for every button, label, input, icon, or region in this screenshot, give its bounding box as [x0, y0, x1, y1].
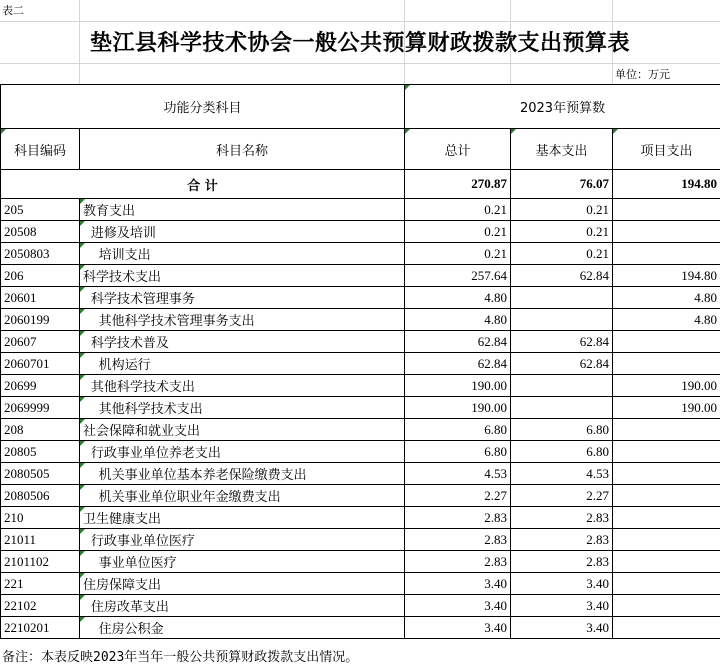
cell-total[interactable] [405, 265, 511, 287]
cell-name[interactable] [80, 617, 405, 639]
cell-basic[interactable] [511, 617, 613, 639]
cell-total[interactable] [405, 551, 511, 573]
cell-note-marker [80, 617, 85, 622]
header-func-class[interactable]: 功能分类科目 [1, 85, 405, 129]
cell-code-text: 2210201 [4, 619, 50, 635]
cell-name[interactable] [80, 287, 405, 309]
cell-name-text: 住房改革支出 [83, 600, 169, 615]
cell-name[interactable] [80, 331, 405, 353]
header-basic-label: 基本支出 [535, 143, 588, 159]
cell-project[interactable] [613, 287, 720, 309]
cell-project[interactable] [613, 485, 720, 507]
header-row-1 [1, 85, 720, 129]
cell-project-text: 4.80 [694, 289, 718, 305]
cell-code[interactable] [1, 397, 80, 419]
cell-name[interactable] [80, 419, 405, 441]
cell-project[interactable] [613, 441, 720, 463]
cell-code[interactable] [1, 221, 80, 243]
cell-code[interactable] [1, 463, 80, 485]
cell-code[interactable] [1, 485, 80, 507]
cell-total[interactable] [405, 397, 511, 419]
cell-total-text: 257.64 [471, 267, 508, 283]
cell-total[interactable] [405, 529, 511, 551]
cell-name-text: 其他科学技术管理事务支出 [83, 314, 255, 329]
header-row-2 [1, 129, 720, 170]
cell-code-text: 208 [4, 421, 24, 437]
table-row [1, 617, 720, 639]
header-year-budget-label: 2023年预算数 [519, 101, 606, 116]
cell-project-text: 4.80 [694, 311, 718, 327]
table-row [1, 419, 720, 441]
header-year-budget[interactable] [405, 85, 720, 129]
cell-note-marker [80, 595, 85, 600]
cell-basic-text: 62.84 [579, 333, 610, 349]
cell-code[interactable] [1, 265, 80, 287]
table-label: 表二 [2, 4, 24, 17]
cell-basic-text: 62.84 [579, 355, 610, 371]
cell-code-text: 20699 [4, 377, 37, 393]
header-code-label: 科目编码 [13, 143, 66, 159]
cell-total[interactable] [405, 331, 511, 353]
cell-basic[interactable] [511, 243, 613, 265]
cell-basic-text: 3.40 [586, 619, 610, 635]
cell-name-text: 培训支出 [83, 248, 151, 263]
cell-total-text: 0.21 [484, 223, 508, 239]
cell-name[interactable] [80, 375, 405, 397]
cell-code-text: 2060701 [4, 355, 50, 371]
cell-total[interactable] [405, 221, 511, 243]
cell-code-text: 2060199 [4, 311, 50, 327]
cell-total[interactable] [405, 309, 511, 331]
cell-name[interactable] [80, 507, 405, 529]
cell-total-text: 4.80 [484, 289, 508, 305]
cell-basic[interactable] [511, 595, 613, 617]
cell-basic-text: 6.80 [586, 443, 610, 459]
cell-code[interactable] [1, 617, 80, 639]
table-row [1, 199, 720, 221]
table-row [1, 353, 720, 375]
cell-total[interactable] [405, 463, 511, 485]
cell-total[interactable] [405, 243, 511, 265]
cell-total-text: 2.83 [484, 509, 508, 525]
cell-basic[interactable] [511, 353, 613, 375]
cell-total[interactable] [405, 419, 511, 441]
cell-code-text: 221 [4, 575, 24, 591]
cell-basic-text: 0.21 [586, 223, 610, 239]
cell-basic-text: 6.80 [586, 421, 610, 437]
cell-code-text: 2080506 [4, 487, 50, 503]
cell-total-text: 3.40 [484, 575, 508, 591]
cell-name[interactable] [80, 309, 405, 331]
cell-code-text: 22102 [4, 597, 37, 613]
cell-note-marker [80, 507, 85, 512]
cell-name-text: 事业单位医疗 [83, 556, 177, 571]
cell-total-text: 4.80 [484, 311, 508, 327]
cell-project[interactable] [613, 617, 720, 639]
table-row [1, 309, 720, 331]
cell-project[interactable] [613, 265, 720, 287]
table-row [1, 243, 720, 265]
cell-total-text: 62.84 [477, 333, 508, 349]
cell-code-text: 2080505 [4, 465, 50, 481]
cell-project[interactable] [613, 507, 720, 529]
cell-name-text: 其他科学技术支出 [83, 380, 195, 395]
cell-basic[interactable] [511, 397, 613, 419]
total-sum[interactable]: 270.87 [405, 170, 511, 199]
cell-basic-text: 3.40 [586, 575, 610, 591]
cell-code[interactable] [1, 331, 80, 353]
cell-code[interactable] [1, 507, 80, 529]
cell-basic[interactable] [511, 551, 613, 573]
cell-note-marker [80, 375, 85, 380]
cell-name[interactable] [80, 595, 405, 617]
cell-project[interactable] [613, 199, 720, 221]
cell-code-text: 21011 [4, 531, 37, 547]
cell-code[interactable] [1, 309, 80, 331]
cell-project[interactable] [613, 529, 720, 551]
cell-project[interactable] [613, 397, 720, 419]
cell-name[interactable] [80, 199, 405, 221]
unit-label: 单位：万元 [615, 68, 670, 81]
cell-name[interactable] [80, 243, 405, 265]
budget-table [0, 84, 720, 639]
cell-total[interactable] [405, 287, 511, 309]
cell-note-marker [80, 463, 85, 468]
cell-code[interactable] [1, 375, 80, 397]
cell-code[interactable] [1, 243, 80, 265]
cell-note-marker [80, 485, 85, 490]
header-project[interactable] [613, 129, 720, 170]
cell-name-text: 住房保障支出 [83, 578, 162, 593]
table-row [1, 287, 720, 309]
cell-code-text: 20508 [4, 223, 37, 239]
cell-code-text: 210 [4, 509, 24, 525]
cell-project[interactable] [613, 331, 720, 353]
cell-total[interactable] [405, 199, 511, 221]
cell-code[interactable] [1, 441, 80, 463]
cell-project-text: 194.80 [681, 267, 718, 283]
table-row [1, 331, 720, 353]
cell-total-text: 3.40 [484, 597, 508, 613]
cell-project[interactable] [613, 595, 720, 617]
cell-code[interactable] [1, 353, 80, 375]
cell-code[interactable] [1, 199, 80, 221]
cell-name[interactable] [80, 463, 405, 485]
total-project[interactable]: 194.80 [613, 170, 720, 199]
cell-project[interactable] [613, 463, 720, 485]
cell-name-text: 卫生健康支出 [83, 512, 162, 527]
cell-note-marker [80, 221, 85, 226]
cell-total[interactable] [405, 617, 511, 639]
cell-total[interactable] [405, 353, 511, 375]
cell-basic[interactable] [511, 463, 613, 485]
cell-project[interactable] [613, 243, 720, 265]
cell-total[interactable] [405, 485, 511, 507]
cell-total-text: 0.21 [484, 201, 508, 217]
page-title: 垫江县科学技术协会一般公共预算财政拨款支出预算表 [89, 31, 630, 56]
cell-note-marker [80, 551, 85, 556]
cell-total-text: 2.27 [484, 487, 508, 503]
cell-note-marker [80, 353, 85, 358]
total-row [1, 170, 720, 199]
cell-code[interactable] [1, 595, 80, 617]
table-row [1, 529, 720, 551]
cell-project-text: 190.00 [681, 399, 718, 415]
header-name[interactable]: 科目名称 [80, 129, 405, 170]
table-row [1, 265, 720, 287]
cell-basic[interactable] [511, 199, 613, 221]
cell-basic-text: 2.27 [586, 487, 610, 503]
total-basic[interactable]: 76.07 [511, 170, 613, 199]
cell-total[interactable] [405, 595, 511, 617]
cell-name[interactable] [80, 551, 405, 573]
cell-total-text: 190.00 [471, 399, 508, 415]
cell-total-text: 6.80 [484, 443, 508, 459]
cell-note-marker [80, 243, 85, 248]
cell-name-text: 机关事业单位职业年金缴费支出 [83, 490, 281, 505]
cell-note-marker [80, 419, 85, 424]
cell-total-text: 3.40 [484, 619, 508, 635]
cell-project[interactable] [613, 551, 720, 573]
cell-total-text: 190.00 [471, 377, 508, 393]
cell-name[interactable] [80, 573, 405, 595]
cell-code-text: 20805 [4, 443, 37, 459]
cell-total[interactable] [405, 441, 511, 463]
cell-note-marker [80, 265, 85, 270]
cell-total[interactable] [405, 375, 511, 397]
cell-name-text: 科学技术普及 [83, 336, 169, 351]
header-total-label: 总计 [444, 143, 471, 159]
table-row [1, 507, 720, 529]
cell-name-text: 教育支出 [83, 204, 136, 219]
cell-basic-text: 0.21 [586, 201, 610, 217]
cell-project[interactable] [613, 419, 720, 441]
cell-basic[interactable] [511, 375, 613, 397]
cell-basic[interactable] [511, 507, 613, 529]
cell-total-text: 2.83 [484, 531, 508, 547]
cell-note-marker [80, 331, 85, 336]
header-project-label: 项目支出 [640, 143, 693, 159]
cell-code[interactable] [1, 419, 80, 441]
cell-total-text: 4.53 [484, 465, 508, 481]
header-code[interactable] [1, 129, 80, 170]
cell-basic-text: 4.53 [586, 465, 610, 481]
cell-code-text: 20607 [4, 333, 37, 349]
cell-name[interactable] [80, 265, 405, 287]
cell-name-text: 其他科学技术支出 [83, 402, 203, 417]
table-row [1, 485, 720, 507]
cell-name[interactable] [80, 397, 405, 419]
cell-project[interactable] [613, 353, 720, 375]
table-row [1, 595, 720, 617]
cell-name[interactable] [80, 529, 405, 551]
table-row [1, 375, 720, 397]
cell-total-text: 62.84 [477, 355, 508, 371]
cell-code[interactable] [1, 573, 80, 595]
cell-name-text: 行政事业单位医疗 [83, 534, 195, 549]
cell-name-text: 社会保障和就业支出 [83, 424, 201, 439]
cell-note-marker [80, 287, 85, 292]
cell-basic[interactable] [511, 419, 613, 441]
cell-project[interactable] [613, 309, 720, 331]
cell-code-text: 20601 [4, 289, 37, 305]
cell-note-marker [80, 199, 85, 204]
cell-code[interactable] [1, 529, 80, 551]
cell-basic[interactable] [511, 331, 613, 353]
table-row [1, 573, 720, 595]
cell-basic-text: 2.83 [586, 531, 610, 547]
cell-note-marker [80, 309, 85, 314]
table-row [1, 441, 720, 463]
cell-name-text: 行政事业单位养老支出 [83, 446, 221, 461]
header-total[interactable] [405, 129, 511, 170]
cell-basic[interactable] [511, 485, 613, 507]
cell-code-text: 206 [4, 267, 24, 283]
cell-basic[interactable] [511, 287, 613, 309]
cell-basic[interactable] [511, 573, 613, 595]
cell-name-text: 机构运行 [83, 358, 151, 373]
cell-basic[interactable] [511, 221, 613, 243]
cell-total-text: 2.83 [484, 553, 508, 569]
cell-name[interactable] [80, 485, 405, 507]
cell-project[interactable] [613, 375, 720, 397]
cell-name-text: 科学技术管理事务 [83, 292, 195, 307]
cell-code[interactable] [1, 287, 80, 309]
cell-total-text: 6.80 [484, 421, 508, 437]
cell-total[interactable] [405, 573, 511, 595]
cell-total-text: 0.21 [484, 245, 508, 261]
cell-basic-text: 62.84 [579, 267, 610, 283]
table-row [1, 221, 720, 243]
cell-basic-text: 3.40 [586, 597, 610, 613]
cell-project[interactable] [613, 221, 720, 243]
cell-basic[interactable] [511, 441, 613, 463]
cell-note-marker [80, 529, 85, 534]
cell-note-marker [80, 397, 85, 402]
table-row [1, 397, 720, 419]
cell-name-text: 住房公积金 [83, 622, 164, 637]
cell-note-marker [80, 441, 85, 446]
cell-basic-text: 2.83 [586, 553, 610, 569]
cell-name-text: 机关事业单位基本养老保险缴费支出 [83, 468, 307, 483]
cell-code-text: 2050803 [4, 245, 50, 261]
total-label[interactable]: 合 计 [1, 170, 405, 199]
cell-code-text: 2069999 [4, 399, 50, 415]
cell-code-text: 2101102 [4, 553, 50, 569]
cell-basic[interactable] [511, 309, 613, 331]
cell-name[interactable] [80, 441, 405, 463]
table-row [1, 551, 720, 573]
cell-project-text: 190.00 [681, 377, 718, 393]
cell-name-text: 进修及培训 [83, 226, 156, 241]
cell-total[interactable] [405, 507, 511, 529]
cell-name[interactable] [80, 221, 405, 243]
header-basic[interactable] [511, 129, 613, 170]
cell-note-marker [80, 573, 85, 578]
footnote: 备注：本表反映2023年当年一般公共预算财政拨款支出情况。 [2, 650, 359, 665]
cell-basic-text: 0.21 [586, 245, 610, 261]
cell-basic-text: 2.83 [586, 509, 610, 525]
table-row [1, 463, 720, 485]
cell-name-text: 科学技术支出 [83, 270, 162, 285]
cell-basic[interactable] [511, 265, 613, 287]
cell-name[interactable] [80, 353, 405, 375]
cell-code-text: 205 [4, 201, 24, 217]
cell-basic[interactable] [511, 529, 613, 551]
cell-project[interactable] [613, 573, 720, 595]
cell-code[interactable] [1, 551, 80, 573]
